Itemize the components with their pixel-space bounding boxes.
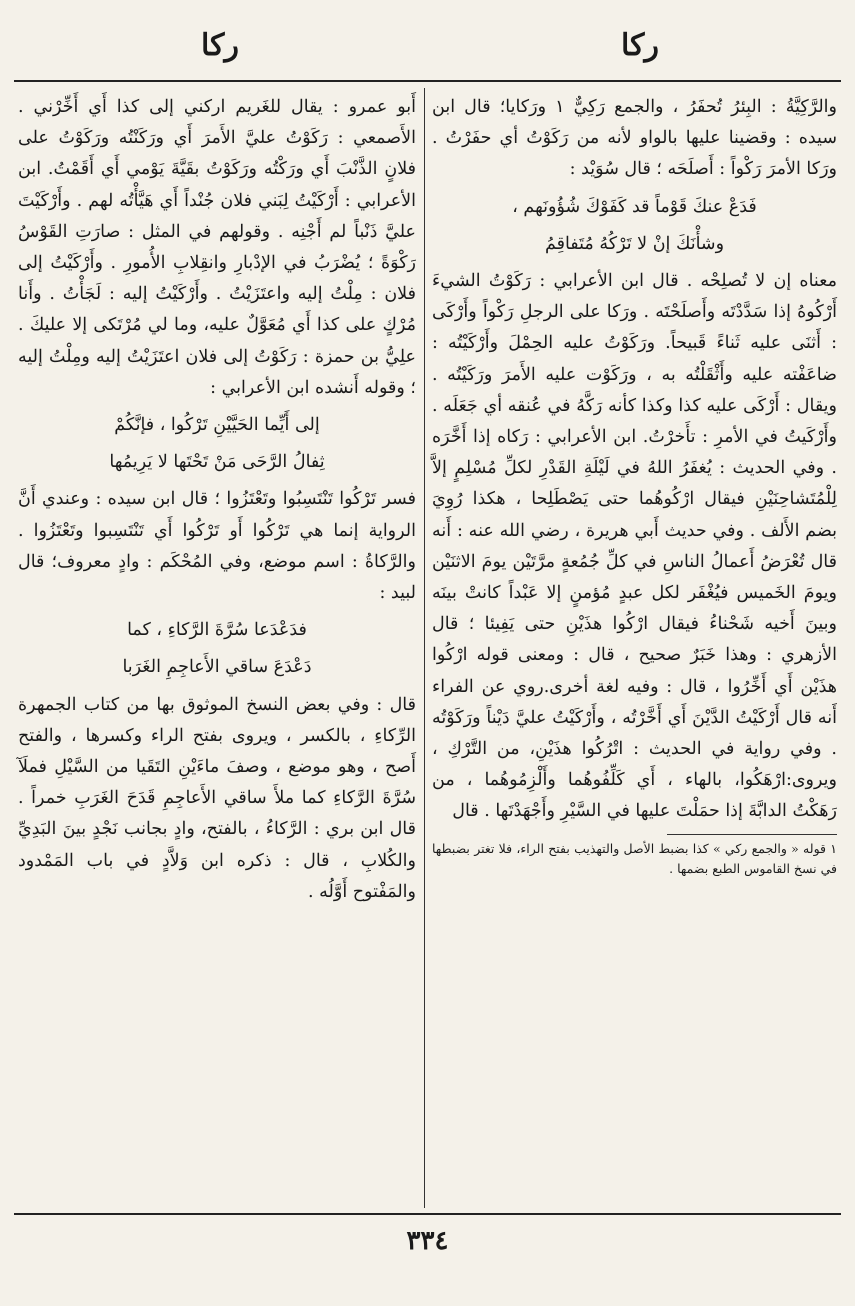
left-paragraph-3: قال : وفي بعض النسخ الموثوق بها من كتاب الجمهرة الرِّكاءِ ، بالكسر ، ويروى بفتح الراء وكسرها ، والفتح أَصح ، وهو موضع ، وصفَ ماءَيْنِ التَقَيا من السَّيْلِ فملَآ سُرَّةَ الرَّكاءِ كما ملأَ ساقي الأَعاجِمِ قَدَحَ الغَرَبِ خمراً . قال ابن بري : الرَّكاءُ ، بالفتح، وادٍ بجانب نَجْدٍ بينَ البَدِيِّ والكُلابِ ، قال : ذكره ابن وَلاَّدٍ في باب المَمْدود والمَفْتوح أَوَّلُه . bbox=[18, 694, 416, 902]
running-head-left: ركا bbox=[201, 28, 239, 63]
left-paragraph-1: أَبو عمرو : يقال للغَريم اركني إلى كذا أَي أَخِّرْني . الأَصمعي : رَكَوْتُ عليَّ الأَمرَ أَي ورَكَنْتُه ورَكَوْتُ على فلانٍ الذَّنْبَ أَي ورَكْتُه ورَكَوْتُ بقَيَّةَ يَوْمي أَي أَقَمْتُ. ابن الأعرابي : أَرْكَيْتُ لِبَني فلان جُنْداً أَي هَيَّأْتُه لهم . وأَرْكَيْتَ عليَّ ذَنْباً لم أَجْنِه . وقولهم في المثل : صارَتِ القَوْسُ رَكْوَةً ؛ يُضْرَبُ في الإدْبارِ وانقِلابِ الأُمورِ . وأَرْكَيْتُ إلى فلان : مِلْتُ إليه واعتَزَيْتُ . وأَرْكَيْتُ إليه : لَجَأْتُ . وأَنا مُرْكٍ على كذا أَي مُعَوَّلٌ عليه، وما لي مُرْتَكى إلا عليكَ . علِيُّ بن حمزة : رَكَوْتُ إلى فلان اعتَزَيْتُ إليه ومِلْتُ إليه ؛ وقوله أَنشده ابن الأعرابي : bbox=[18, 97, 416, 398]
page-number: ٣٣٤ bbox=[406, 1226, 449, 1256]
top-rule bbox=[14, 80, 841, 82]
right-verse-line-2: وشأْنَكَ إنْ لا تَرْكُهُ مُتَفاقِمُ bbox=[544, 233, 725, 254]
left-verse-1-line-1: إلى أَيِّما الحَيَّيْنِ تَرْكُوا ، فإنَّكُمْ bbox=[114, 415, 320, 436]
running-head-right: ركا bbox=[621, 28, 659, 63]
footnote: ١ قوله « والجمع ركي » كذا بضبط الأصل والتهذيب بفتح الراء، فلا تغتر بضبطها في نسخ القاموس الطبع بضمها . bbox=[432, 840, 837, 876]
right-paragraph-2: معناه إن لا تُصلِحْه . قال ابن الأعرابي : رَكَوْتُ الشيءَ أَرْكُوهُ إذا سَدَّدْتَه وأَصلَحْتَه . ورَكا على الرجلِ رَكْواً وأَرْكَى : أَثنَى عليه ثَناءً قَبيحاً. ورَكَوْتُ عليه الحِمْلَ وأَرْكَيْتُه : ضاعَفْته عليه وأَثْقَلْتُه به ، ورَكَوْت عليه الأَمرَ ورَكَيْتُه . ويقال : أَرْكَى عليه كذا وكذا كأنه رَكَّهُ في عُنقه أي جَعَلَه . وأَرْكَيتُ في الأمرِ : تأَخرْتُ. ابن الأعرابي : رَكاه إذا أَخَّرَه . وفي الحديث : يُغفَرُ اللهُ في لَيْلَةِ القَدْرِ لكلِّ مُسْلِمٍ إلاَّ لِلْمُتَشاحِنَيْنِ فيقال ارْكُوهُما حتى يَصْطَلِحا ، هكذا رُوِيَ بضم الأَلف . وفي حديث أَبي هريرة ، رضي الله عنه : أَنه قال تُعْرَضُ أَعمالُ الناسِ في كلِّ جُمُعةٍ مرَّتَيْن يومَ الاثنَيْن ويومَ الخَميس فيُغْفَر لكل عبدٍ مُؤمنٍ إلا عَبْداً كانتْ بينَه وبينَ أَخيه شَحْناءُ فيقال ارْكُوا هذَيْنِ حتى يَفِيئا ؛ قال الأزهري : وهذا خَبَرٌ صحيح ، قال : ومعنى قوله ارْكُوا هذَيْن أَي أَخِّرُوا ، قال : وفيه لغة أخرى.روي عن الفراء أَنه قال أَرْكَيْتُ الدَّيْنَ أَي أَخَّرْتُه ، وأَرْكَيْتُ عليَّ دَيْناً ورَكَوْتُه . وفي رواية في الحديث : اتْرُكُوا هذَيْنِ، من التَّرْكِ ، ويروى:ارْهَكُوا، بالهاء ، أَي كَلِّفُوهُما وأَلْزِمُوهُما ، من رَهَكْتُ الدابَّةَ إذا حمَلْتَ عليها في السَّيْرِ وأَجْهَدْتَها . قال bbox=[432, 271, 837, 822]
column-divider bbox=[424, 88, 425, 1208]
bottom-rule bbox=[14, 1213, 841, 1215]
left-column bbox=[18, 92, 416, 908]
footnote-rule bbox=[667, 834, 837, 835]
right-paragraph-1: والرَّكِيَّةُ : البِئرُ تُحفَرُ ، والجمع رَكِيٌّ ١ ورَكايا؛ قال ابن سيده : وقضينا عليها بالواو لأنه من رَكَوْتُ أي حفَرْتُ . ورَكا الأمرَ رَكْواً : أَصلَحَه ؛ قال سُوَيْد : bbox=[432, 97, 837, 180]
left-verse-2-line-2: دَعْدَعَ ساقي الأَعاجِمِ الغَرَبا bbox=[122, 657, 312, 678]
left-paragraph-2: فسر تَرْكُوا تَنْتَسِبُوا وتَعْتَزُوا ؛ قال ابن سيده : وعندي أَنَّ الرواية إنما هي تَرْكُوا أَو تَرْكُوا أَي تَنْتَسِبوا وتَعْتَزُوا . والرَّكاةُ : اسم موضع، وفي المُحْكَم : وادٍ معروف؛ قال لبيد : bbox=[18, 489, 416, 604]
right-column bbox=[432, 92, 837, 879]
left-verse-2-line-1: فدَعْدَعا سُرَّةَ الرَّكاءِ ، كما bbox=[127, 620, 307, 641]
right-verse-line-1: فَدَعْ عنكَ قَوْماً قد كَفَوْكَ شُؤُونَهم ، bbox=[512, 196, 757, 217]
left-verse-1-line-2: ثِفالُ الرَّحَى مَنْ تَحْتَها لا يَرِيمُها bbox=[109, 452, 325, 473]
